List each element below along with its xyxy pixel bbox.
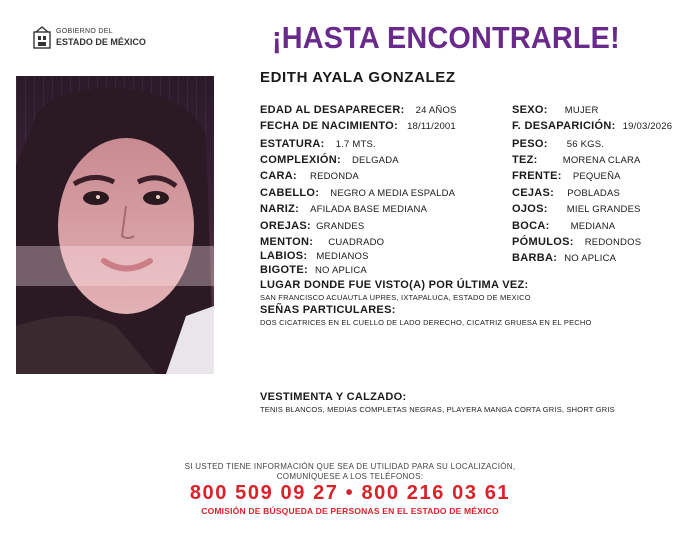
field-pomulos <box>512 235 641 250</box>
field-label: BOCA: <box>512 220 550 232</box>
phone-numbers: 800 509 09 27 • 800 216 03 61 <box>189 482 511 504</box>
field-label: BIGOTE: <box>260 264 308 276</box>
field-menton <box>260 235 384 250</box>
field-value: MORENA CLARA <box>562 155 641 166</box>
field-value: MIEL GRANDES <box>566 204 641 215</box>
field-fecha-desaparicion <box>512 119 672 134</box>
field-label: MENTON: <box>260 236 314 248</box>
clothing-title: VESTIMENTA Y CALZADO: <box>260 391 407 403</box>
field-label: EDAD AL DESAPARECER: <box>260 104 405 116</box>
field-label: CARA: <box>260 170 297 182</box>
field-value: POBLADAS <box>567 188 621 199</box>
field-label: BARBA: <box>512 252 558 264</box>
person-photo <box>16 76 214 374</box>
field-value: GRANDES <box>316 221 365 232</box>
field-label: NARIZ: <box>260 203 300 215</box>
field-edad <box>260 103 457 118</box>
info-line-2: COMUNÍQUESE A LOS TELÉFONOS: <box>276 472 424 481</box>
field-label: OREJAS: <box>260 220 311 232</box>
field-cara <box>260 169 359 184</box>
field-bigote <box>260 263 367 278</box>
field-value: MEDIANA <box>570 221 616 232</box>
field-label: OJOS: <box>512 203 548 215</box>
state-emblem-icon <box>32 26 52 50</box>
field-label: PÓMULOS: <box>512 236 574 248</box>
field-label: FRENTE: <box>512 170 562 182</box>
distinguishing-marks-text: DOS CICATRICES EN EL CUELLO DE LADO DERECHO, CICATRIZ GRUESA EN EL PECHO <box>260 318 592 327</box>
field-barba <box>512 251 616 266</box>
last-seen-text: SAN FRANCISCO ACUAUTLA UPRES, IXTAPALUCA, ESTADO DE MEXICO <box>260 293 531 302</box>
field-value: MEDIANOS <box>316 251 369 262</box>
field-cejas <box>512 186 620 201</box>
field-value: NO APLICA <box>315 265 367 276</box>
field-value: 19/03/2026 <box>622 121 673 132</box>
field-value: 1.7 MTS. <box>335 139 376 150</box>
field-cabello <box>260 186 455 201</box>
government-line-1: GOBIERNO DEL <box>56 28 113 35</box>
field-value: REDONDA <box>310 171 359 182</box>
field-value: NEGRO A MEDIA ESPALDA <box>330 188 456 199</box>
field-tez <box>512 153 641 168</box>
field-value: DELGADA <box>351 155 399 166</box>
field-estatura <box>260 137 376 152</box>
portrait-illustration <box>16 76 214 374</box>
field-frente <box>512 169 621 184</box>
field-value: 18/11/2001 <box>407 121 456 132</box>
field-label: LABIOS: <box>260 250 308 262</box>
person-name: EDITH AYALA GONZALEZ <box>260 69 456 86</box>
clothing-text: TENIS BLANCOS, MEDIAS COMPLETAS NEGRAS, PLAYERA MANGA CORTA GRIS, SHORT GRIS <box>260 405 615 414</box>
field-value: REDONDOS <box>584 237 642 248</box>
field-label: PESO: <box>512 138 548 150</box>
field-value: NO APLICA <box>564 253 617 264</box>
field-label: CEJAS: <box>512 187 555 199</box>
commission-name: COMISIÓN DE BÚSQUEDA DE PERSONAS EN EL ESTADO DE MÉXICO <box>201 506 499 516</box>
field-label: F. DESAPARICIÓN: <box>512 120 616 132</box>
field-value: AFILADA BASE MEDIANA <box>310 204 428 215</box>
field-label: CABELLO: <box>260 187 320 199</box>
field-nariz <box>260 202 427 217</box>
distinguishing-marks-title: SEÑAS PARTICULARES: <box>260 304 396 316</box>
field-orejas <box>260 219 364 234</box>
field-ojos <box>512 202 641 217</box>
field-sexo <box>512 103 599 118</box>
field-label: FECHA DE NACIMIENTO: <box>260 120 398 132</box>
field-label: ESTATURA: <box>260 138 325 150</box>
government-line-2: ESTADO DE MÉXICO <box>56 37 146 47</box>
field-labios <box>260 249 369 264</box>
field-value: 24 AÑOS <box>415 105 457 116</box>
government-logo <box>32 26 152 52</box>
field-value: MUJER <box>564 105 599 116</box>
last-seen-title: LUGAR DONDE FUE VISTO(A) POR ÚLTIMA VEZ: <box>260 279 529 291</box>
field-complexion <box>260 153 399 168</box>
field-label: TEZ: <box>512 154 538 166</box>
field-value: PEQUEÑA <box>572 171 621 182</box>
field-value: 56 KGS. <box>566 139 605 150</box>
field-label: COMPLEXIÓN: <box>260 154 341 166</box>
field-value: CUADRADO <box>328 237 385 248</box>
field-label: SEXO: <box>512 104 548 116</box>
headline: ¡HASTA ENCONTRARLE! <box>272 20 620 55</box>
field-peso <box>512 137 604 152</box>
info-line-1: SI USTED TIENE INFORMACIÓN QUE SEA DE UTILIDAD PARA SU LOCALIZACIÓN, <box>184 462 516 471</box>
field-fecha-nacimiento <box>260 119 456 134</box>
field-boca <box>512 219 615 234</box>
